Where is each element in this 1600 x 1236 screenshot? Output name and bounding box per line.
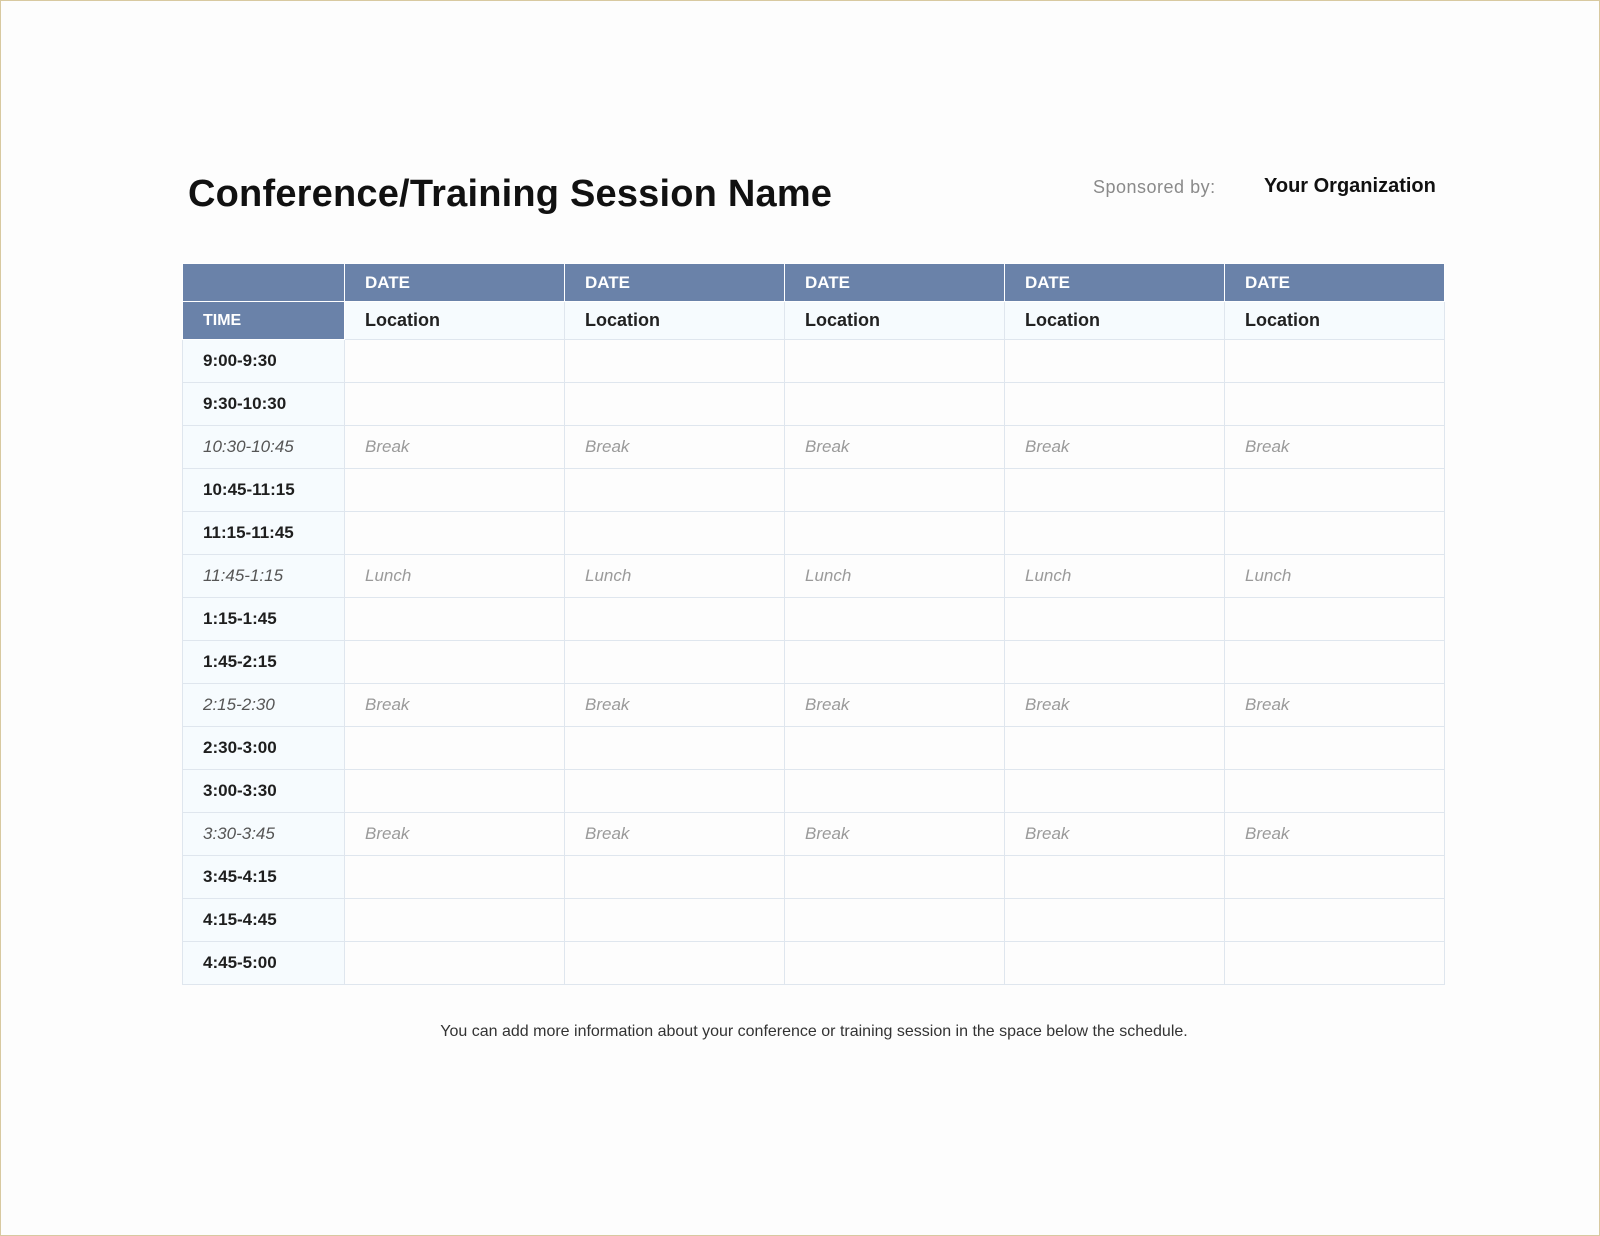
table-row (183, 770, 1445, 813)
session-cell (1005, 856, 1225, 899)
session-cell (1005, 727, 1225, 770)
sponsor-label: Sponsored by: (1093, 177, 1216, 197)
schedule-table (182, 263, 1445, 985)
session-cell (1005, 469, 1225, 512)
date-header: DATE (1225, 264, 1445, 302)
session-cell (785, 727, 1005, 770)
table-row (183, 598, 1445, 641)
session-cell (345, 383, 565, 426)
break-cell: Break (1005, 813, 1225, 856)
date-header: DATE (345, 264, 565, 302)
table-row (183, 942, 1445, 985)
time-slot-label: 4:15-4:45 (183, 899, 345, 942)
date-header: DATE (1005, 264, 1225, 302)
session-cell (1225, 641, 1445, 684)
session-cell (1225, 856, 1445, 899)
session-cell (1225, 770, 1445, 813)
break-cell: Break (565, 426, 785, 469)
session-cell (1225, 383, 1445, 426)
session-cell (1225, 899, 1445, 942)
break-cell: Lunch (345, 555, 565, 598)
time-slot-label: 10:30-10:45 (183, 426, 345, 469)
location-header: Location (565, 302, 785, 340)
session-cell (345, 942, 565, 985)
session-cell (345, 641, 565, 684)
session-cell (565, 340, 785, 383)
session-cell (565, 641, 785, 684)
session-cell (785, 899, 1005, 942)
footer-note: You can add more information about your conference or training session in the space below the schedule. (440, 1023, 1188, 1040)
table-row (183, 426, 1445, 469)
time-slot-label: 1:45-2:15 (183, 641, 345, 684)
session-cell (1005, 383, 1225, 426)
date-header: DATE (565, 264, 785, 302)
break-cell: Break (345, 813, 565, 856)
session-cell (1225, 727, 1445, 770)
corner-cell (183, 264, 345, 302)
session-cell (345, 598, 565, 641)
time-slot-label: 11:45-1:15 (183, 555, 345, 598)
page-title: Conference/Training Session Name (188, 173, 833, 215)
break-cell: Break (1005, 426, 1225, 469)
location-header: Location (1005, 302, 1225, 340)
date-header: DATE (785, 264, 1005, 302)
session-cell (785, 383, 1005, 426)
session-cell (785, 598, 1005, 641)
session-cell (565, 942, 785, 985)
session-cell (785, 770, 1005, 813)
schedule-body (183, 340, 1445, 985)
break-cell: Break (785, 813, 1005, 856)
table-row (183, 383, 1445, 426)
table-row (183, 899, 1445, 942)
table-row (183, 856, 1445, 899)
session-cell (345, 512, 565, 555)
session-cell (1225, 942, 1445, 985)
break-cell: Break (345, 426, 565, 469)
session-cell (565, 469, 785, 512)
break-cell: Break (345, 684, 565, 727)
session-cell (785, 856, 1005, 899)
break-cell: Lunch (785, 555, 1005, 598)
session-cell (565, 383, 785, 426)
time-slot-label: 2:15-2:30 (183, 684, 345, 727)
sponsor-name: Your Organization (1264, 175, 1436, 197)
session-cell (345, 856, 565, 899)
session-cell (1225, 512, 1445, 555)
table-row (183, 684, 1445, 727)
session-cell (345, 770, 565, 813)
session-cell (565, 899, 785, 942)
time-slot-label: 3:00-3:30 (183, 770, 345, 813)
time-slot-label: 11:15-11:45 (183, 512, 345, 555)
time-slot-label: 9:30-10:30 (183, 383, 345, 426)
session-cell (345, 727, 565, 770)
break-cell: Lunch (1225, 555, 1445, 598)
session-cell (1005, 340, 1225, 383)
time-slot-label: 9:00-9:30 (183, 340, 345, 383)
session-cell (565, 727, 785, 770)
session-cell (1225, 598, 1445, 641)
session-cell (1225, 469, 1445, 512)
location-header: Location (1225, 302, 1445, 340)
break-cell: Break (785, 426, 1005, 469)
location-header: Location (345, 302, 565, 340)
session-cell (785, 469, 1005, 512)
break-cell: Break (1225, 684, 1445, 727)
session-cell (785, 641, 1005, 684)
table-row (183, 727, 1445, 770)
session-cell (1005, 598, 1225, 641)
session-cell (345, 469, 565, 512)
session-cell (785, 512, 1005, 555)
time-slot-label: 4:45-5:00 (183, 942, 345, 985)
break-cell: Break (1225, 426, 1445, 469)
session-cell (785, 942, 1005, 985)
session-cell (1005, 942, 1225, 985)
break-cell: Break (565, 813, 785, 856)
break-cell: Lunch (565, 555, 785, 598)
location-header: Location (785, 302, 1005, 340)
session-cell (565, 598, 785, 641)
time-slot-label: 3:30-3:45 (183, 813, 345, 856)
session-cell (345, 340, 565, 383)
session-cell (565, 512, 785, 555)
session-cell (1005, 641, 1225, 684)
date-header-row (183, 264, 1445, 302)
table-row (183, 512, 1445, 555)
time-slot-label: 2:30-3:00 (183, 727, 345, 770)
session-cell (785, 340, 1005, 383)
table-row (183, 469, 1445, 512)
session-cell (345, 899, 565, 942)
session-cell (1225, 340, 1445, 383)
break-cell: Lunch (1005, 555, 1225, 598)
break-cell: Break (1225, 813, 1445, 856)
break-cell: Break (1005, 684, 1225, 727)
location-header-row (183, 302, 1445, 340)
time-slot-label: 3:45-4:15 (183, 856, 345, 899)
session-cell (565, 856, 785, 899)
break-cell: Break (565, 684, 785, 727)
session-cell (1005, 512, 1225, 555)
table-row (183, 340, 1445, 383)
time-slot-label: 1:15-1:45 (183, 598, 345, 641)
session-cell (1005, 899, 1225, 942)
time-slot-label: 10:45-11:15 (183, 469, 345, 512)
table-row (183, 641, 1445, 684)
table-row (183, 813, 1445, 856)
session-cell (1005, 770, 1225, 813)
session-cell (565, 770, 785, 813)
time-column-header: TIME (183, 302, 345, 340)
break-cell: Break (785, 684, 1005, 727)
table-row (183, 555, 1445, 598)
